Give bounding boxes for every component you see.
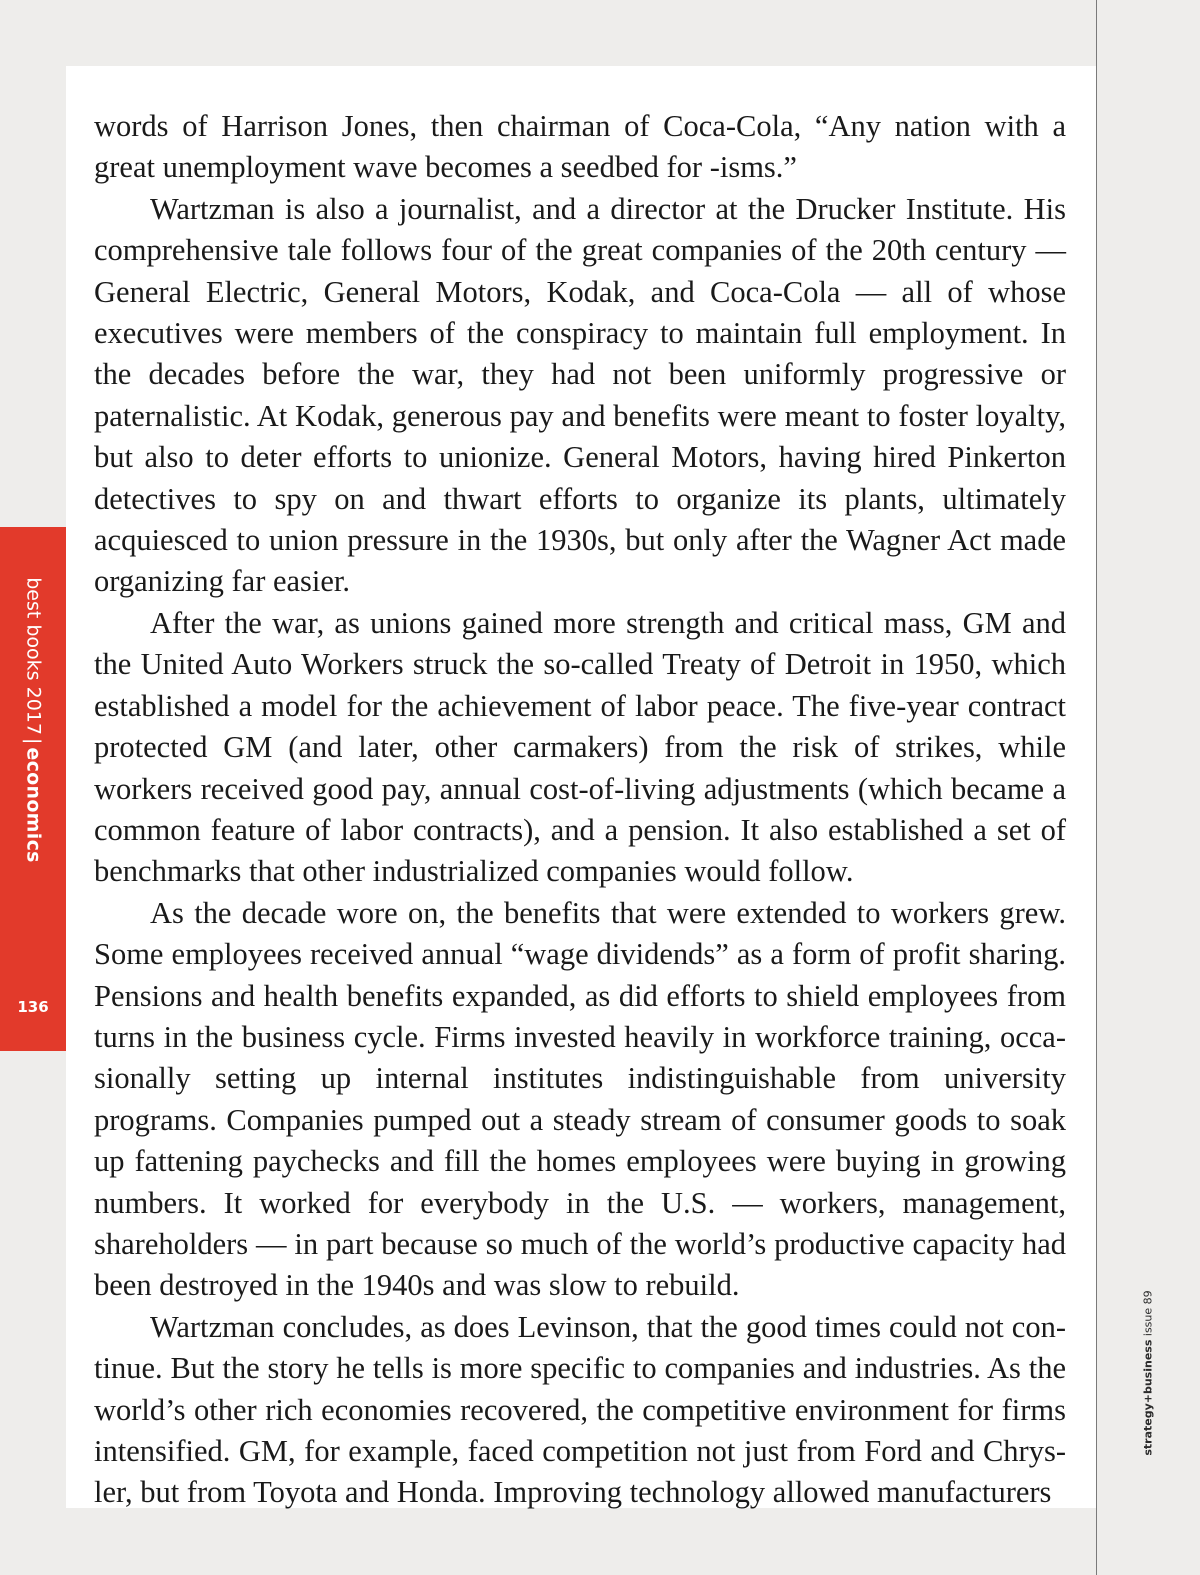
gutter-divider <box>1096 0 1097 1575</box>
section-name: economics <box>22 747 45 863</box>
paragraph: After the war, as unions gained more strength and critical mass, GM and the United Auto Workers struck the so-called Treaty of Detroit in 1950, which established a model for the achievement of labor peace. The five-year contract protected GM (and later, other carmakers) from the risk of strikes, while workers received good pay, annual cost-of-living adjustments (which became a common feature of labor contracts), and a pension. It also established a set of benchmarks that other industrialized companies would follow. <box>94 605 1066 889</box>
paragraph: Wartzman concludes, as does Levinson, that the good times could not con-tinue. But the story he tells is more specific to companies and industries. As the world’s other rich economies recovered, the competitive environment for firms intensified. GM, for example, faced competition not just from Ford and Chrys-ler, but from Toyota and Honda. Improving technology allowed manufacturers <box>94 1309 1066 1510</box>
page-number: 136 <box>17 998 49 1016</box>
section-separator: | <box>22 737 45 745</box>
paragraph: words of Harrison Jones, then chairman of Coca-Cola, “Any nation with a great unemployment wave becomes a seedbed for -isms.” <box>94 109 1066 185</box>
section-prefix: best books 2017 <box>22 577 45 735</box>
article-body <box>94 106 1066 1514</box>
section-label <box>24 577 43 863</box>
issue-label <box>1143 1290 1154 1455</box>
paragraph: Wartzman is also a journalist, and a director at the Drucker Institute. His comprehensive tale follows four of the great companies of the 20th century — General Electric, General Motors, Kodak, and Coca-Cola — all of whose executives were members of the conspiracy to maintain full employment. In the decades before the war, they had not been uniformly progressive or paternalistic. At Kodak, generous pay and benefits were meant to foster loyalty, but also to deter efforts to unionize. General Motors, having hired Pinkerton detectives to spy on and thwart efforts to organize its plants, ultimately acquiesced to union pressure in the 1930s, but only after the Wagner Act made organizing far easier. <box>94 191 1066 599</box>
publication-name: strategy+business <box>1141 1339 1155 1456</box>
paragraph: As the decade wore on, the benefits that were extended to workers grew. Some employees received annual “wage dividends” as a form of profit sharing. Pensions and health benefits expanded, as did efforts to shield employees from turns in the business cycle. Firms invested heavily in workforce training, occa-sionally setting up internal institutes indistinguishable from university programs. Companies pumped out a steady stream of consumer goods to soak up fattening paychecks and fill the homes employees were buying in growing numbers. It worked for everybody in the U.S. — workers, management, shareholders — in part because so much of the world’s productive capacity had been destroyed in the 1940s and was slow to rebuild. <box>94 895 1066 1303</box>
issue-number: issue 89 <box>1141 1290 1155 1337</box>
